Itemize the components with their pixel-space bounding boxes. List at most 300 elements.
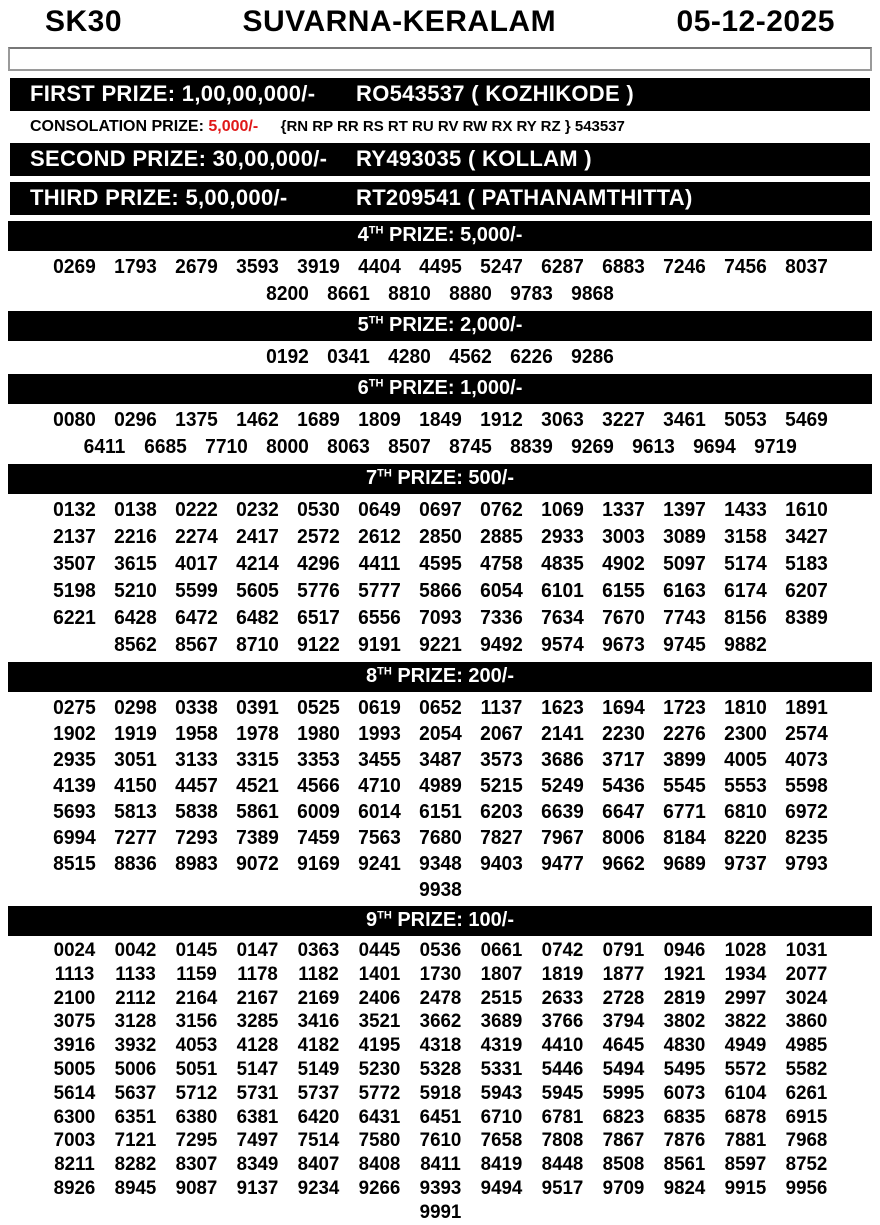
prize-number: 3615 bbox=[113, 553, 157, 575]
prize-number: 5051 bbox=[175, 1057, 217, 1080]
prize-number: 1980 bbox=[296, 723, 340, 745]
prize-number: 6411 bbox=[83, 436, 126, 458]
prize-number: 2141 bbox=[540, 723, 584, 745]
prize-number: 5712 bbox=[175, 1081, 217, 1104]
prize-number: 9719 bbox=[754, 436, 797, 458]
number-row bbox=[0, 254, 880, 281]
prize-tier-6 bbox=[0, 374, 880, 461]
prize-number: 5772 bbox=[358, 1081, 400, 1104]
prize-number: 2112 bbox=[114, 986, 156, 1009]
number-row bbox=[0, 939, 880, 963]
prize-number: 0338 bbox=[174, 697, 218, 719]
prize-number: 2077 bbox=[785, 962, 827, 985]
prize-number: 0222 bbox=[174, 499, 218, 521]
prize-number: 0652 bbox=[418, 697, 462, 719]
prize-number: 7277 bbox=[113, 827, 157, 849]
prize-number: 6207 bbox=[784, 580, 828, 602]
tier-6-numbers bbox=[0, 407, 880, 461]
prize-number: 1113 bbox=[54, 962, 94, 985]
prize-number: 5614 bbox=[53, 1081, 95, 1104]
prize-number: 6685 bbox=[144, 436, 187, 458]
number-row bbox=[0, 773, 880, 799]
prize-number: 0232 bbox=[235, 499, 279, 521]
prize-number: 8745 bbox=[449, 436, 492, 458]
prize-number: 6517 bbox=[296, 607, 340, 629]
prize-number: 9191 bbox=[357, 634, 401, 656]
prize-number: 8597 bbox=[724, 1153, 766, 1176]
prize-number: 5198 bbox=[52, 580, 96, 602]
second-prize-label: SECOND PRIZE: 30,00,000/- bbox=[30, 146, 328, 171]
prize-number: 1919 bbox=[113, 723, 157, 745]
number-row bbox=[0, 963, 880, 987]
prize-number: 5249 bbox=[540, 775, 584, 797]
prize-number: 8567 bbox=[174, 634, 218, 656]
prize-number: 2679 bbox=[174, 256, 218, 278]
prize-number: 9662 bbox=[601, 853, 645, 875]
prize-number: 6351 bbox=[114, 1105, 156, 1128]
prize-number: 1694 bbox=[601, 697, 645, 719]
prize-number: 7389 bbox=[235, 827, 279, 849]
number-row bbox=[0, 1106, 880, 1130]
prize-number: 8515 bbox=[52, 853, 96, 875]
prize-number: 6883 bbox=[601, 256, 645, 278]
prize-number: 1069 bbox=[540, 499, 584, 521]
prize-number: 9574 bbox=[540, 634, 584, 656]
prize-number: 5553 bbox=[723, 775, 767, 797]
prize-number: 0536 bbox=[419, 939, 461, 961]
prize-number: 8349 bbox=[236, 1153, 278, 1176]
number-row bbox=[0, 1153, 880, 1177]
prize-number: 2054 bbox=[418, 723, 462, 745]
prize-number: 5210 bbox=[113, 580, 157, 602]
prize-number: 3003 bbox=[601, 526, 645, 548]
prize-number: 6101 bbox=[540, 580, 584, 602]
prize-number: 5215 bbox=[479, 775, 523, 797]
tier-8-header: 8TH PRIZE: 200/- bbox=[8, 662, 872, 692]
prize-number: 9737 bbox=[723, 853, 767, 875]
prize-number: 8307 bbox=[175, 1153, 217, 1176]
prize-number: 3051 bbox=[113, 749, 157, 771]
prize-number: 9673 bbox=[601, 634, 645, 656]
prize-number: 7336 bbox=[479, 607, 523, 629]
prize-number: 2169 bbox=[297, 986, 339, 1009]
prize-number: 4053 bbox=[175, 1034, 217, 1057]
prize-number: 7121 bbox=[114, 1129, 156, 1152]
prize-number: 1958 bbox=[174, 723, 218, 745]
tier-4-numbers bbox=[0, 254, 880, 308]
prize-number: 2478 bbox=[419, 986, 461, 1009]
prize-number: 2574 bbox=[784, 723, 828, 745]
prize-number: 8156 bbox=[723, 607, 767, 629]
prize-number: 6878 bbox=[724, 1105, 766, 1128]
prize-number: 2406 bbox=[358, 986, 400, 1009]
prize-number: 8810 bbox=[388, 283, 431, 305]
prize-number: 3802 bbox=[663, 1010, 705, 1033]
prize-number: 5995 bbox=[602, 1081, 644, 1104]
number-row bbox=[0, 497, 880, 524]
prize-number: 1433 bbox=[723, 499, 767, 521]
lottery-code: SK30 bbox=[45, 5, 123, 38]
prize-number: 6428 bbox=[113, 607, 157, 629]
prize-number: 1877 bbox=[602, 962, 644, 985]
prize-number: 1137 bbox=[480, 697, 522, 719]
prize-number: 5943 bbox=[480, 1081, 522, 1104]
prize-number: 3686 bbox=[540, 749, 584, 771]
prize-number: 4073 bbox=[784, 749, 828, 771]
number-row bbox=[0, 851, 880, 877]
prize-number: 6381 bbox=[236, 1105, 278, 1128]
prize-number: 8037 bbox=[784, 256, 828, 278]
prize-number: 5737 bbox=[297, 1081, 339, 1104]
prize-number: 5097 bbox=[662, 553, 706, 575]
prize-number: 1723 bbox=[662, 697, 706, 719]
prize-number: 4404 bbox=[357, 256, 401, 278]
prize-number: 7968 bbox=[785, 1129, 827, 1152]
number-row bbox=[0, 1034, 880, 1058]
number-row bbox=[0, 825, 880, 851]
prize-number: 4280 bbox=[388, 346, 431, 368]
prize-number: 6009 bbox=[296, 801, 340, 823]
prize-number: 0138 bbox=[113, 499, 157, 521]
prize-number: 3899 bbox=[662, 749, 706, 771]
prize-number: 0341 bbox=[327, 346, 370, 368]
number-row bbox=[0, 281, 880, 308]
prize-number: 2274 bbox=[174, 526, 218, 548]
prize-number: 9234 bbox=[297, 1176, 339, 1199]
prize-number: 1182 bbox=[297, 962, 339, 985]
prize-number: 9266 bbox=[358, 1176, 400, 1199]
prize-number: 7658 bbox=[480, 1129, 522, 1152]
prize-number: 8006 bbox=[601, 827, 645, 849]
prize-number: 2933 bbox=[540, 526, 584, 548]
prize-number: 6482 bbox=[235, 607, 279, 629]
prize-number: 6771 bbox=[662, 801, 706, 823]
prize-number: 7497 bbox=[236, 1129, 278, 1152]
page-title: SUVARNA-KERALAM bbox=[242, 5, 557, 38]
number-row bbox=[0, 407, 880, 434]
prize-number: 4949 bbox=[724, 1034, 766, 1057]
prize-number: 6647 bbox=[601, 801, 645, 823]
prize-number: 5777 bbox=[357, 580, 401, 602]
tier-5-numbers bbox=[0, 344, 880, 371]
prize-number: 2728 bbox=[602, 986, 644, 1009]
prize-number: 2230 bbox=[601, 723, 645, 745]
prize-number: 2885 bbox=[479, 526, 523, 548]
prize-number: 0661 bbox=[480, 939, 522, 961]
prize-number: 3133 bbox=[174, 749, 218, 771]
prize-number: 2067 bbox=[479, 723, 523, 745]
prize-number: 1891 bbox=[784, 697, 828, 719]
prize-number: 7827 bbox=[479, 827, 523, 849]
prize-number: 5776 bbox=[296, 580, 340, 602]
prize-number: 3461 bbox=[662, 409, 706, 431]
prize-number: 1978 bbox=[235, 723, 279, 745]
prize-number: 4495 bbox=[418, 256, 462, 278]
prize-number: 5494 bbox=[602, 1057, 644, 1080]
prize-number: 3794 bbox=[602, 1010, 644, 1033]
prize-number: 1028 bbox=[724, 939, 766, 961]
prize-number: 8710 bbox=[235, 634, 279, 656]
prize-number: 1178 bbox=[236, 962, 278, 985]
prize-number: 9694 bbox=[693, 436, 736, 458]
prize-number: 3353 bbox=[296, 749, 340, 771]
prize-number: 9169 bbox=[296, 853, 340, 875]
prize-number: 0132 bbox=[52, 499, 96, 521]
number-row bbox=[0, 632, 880, 659]
prize-number: 8063 bbox=[327, 436, 370, 458]
prize-number: 5247 bbox=[479, 256, 523, 278]
prize-number: 4985 bbox=[785, 1034, 827, 1057]
third-prize-winner: RT209541 ( PATHANAMTHITTA) bbox=[356, 185, 693, 210]
prize-number: 2612 bbox=[357, 526, 401, 548]
prize-number: 2100 bbox=[53, 986, 95, 1009]
first-prize-bar bbox=[10, 78, 870, 111]
tier-4-header: 4TH PRIZE: 5,000/- bbox=[8, 221, 872, 251]
consolation-series: {RN RP RR RS RT RU RV RW RX RY RZ } 543537 bbox=[280, 118, 625, 135]
prize-number: 3285 bbox=[236, 1010, 278, 1033]
prize-number: 9477 bbox=[540, 853, 584, 875]
prize-number: 4645 bbox=[602, 1034, 644, 1057]
prize-number: 7808 bbox=[541, 1129, 583, 1152]
prize-number: 9492 bbox=[479, 634, 523, 656]
prize-number: 3689 bbox=[480, 1010, 522, 1033]
prize-number: 7610 bbox=[419, 1129, 461, 1152]
prize-number: 9868 bbox=[571, 283, 614, 305]
consolation-line bbox=[10, 117, 870, 137]
prize-number: 7580 bbox=[358, 1129, 400, 1152]
prize-number: 2819 bbox=[663, 986, 705, 1009]
prize-number: 3593 bbox=[235, 256, 279, 278]
prize-number: 4835 bbox=[540, 553, 584, 575]
prize-number: 1819 bbox=[541, 962, 583, 985]
prize-number: 4150 bbox=[113, 775, 157, 797]
prize-number: 6054 bbox=[479, 580, 523, 602]
prize-number: 4521 bbox=[235, 775, 279, 797]
prize-number: 3766 bbox=[541, 1010, 583, 1033]
prize-number: 1689 bbox=[296, 409, 340, 431]
prize-number: 2417 bbox=[235, 526, 279, 548]
prize-number: 5147 bbox=[236, 1057, 278, 1080]
prize-number: 1375 bbox=[174, 409, 218, 431]
prize-number: 5436 bbox=[601, 775, 645, 797]
prize-number: 4411 bbox=[358, 553, 400, 575]
prize-number: 7867 bbox=[602, 1129, 644, 1152]
prize-number: 4195 bbox=[358, 1034, 400, 1057]
prize-number: 8508 bbox=[602, 1153, 644, 1176]
number-row bbox=[0, 695, 880, 721]
header bbox=[0, 0, 880, 43]
prize-number: 0275 bbox=[52, 697, 96, 719]
prize-number: 2515 bbox=[480, 986, 522, 1009]
prize-number: 7456 bbox=[723, 256, 767, 278]
prize-number: 5005 bbox=[53, 1057, 95, 1080]
prize-number: 0147 bbox=[236, 939, 278, 961]
prize-number: 9745 bbox=[662, 634, 706, 656]
prize-number: 6073 bbox=[663, 1081, 705, 1104]
third-prize-bar bbox=[10, 182, 870, 215]
prize-number: 0391 bbox=[235, 697, 279, 719]
prize-number: 0742 bbox=[541, 939, 583, 961]
prize-number: 1807 bbox=[480, 962, 522, 985]
number-row bbox=[0, 551, 880, 578]
prize-number: 5331 bbox=[480, 1057, 522, 1080]
prize-number: 0296 bbox=[113, 409, 157, 431]
prize-number: 9938 bbox=[418, 879, 462, 901]
prize-number: 6639 bbox=[540, 801, 584, 823]
prize-number: 9087 bbox=[175, 1176, 217, 1199]
prize-number: 6823 bbox=[602, 1105, 644, 1128]
prize-number: 3416 bbox=[297, 1010, 339, 1033]
number-row bbox=[0, 524, 880, 551]
prize-number: 3822 bbox=[724, 1010, 766, 1033]
prize-number: 9072 bbox=[235, 853, 279, 875]
prize-number: 4566 bbox=[296, 775, 340, 797]
prize-number: 6431 bbox=[358, 1105, 400, 1128]
prize-number: 6221 bbox=[52, 607, 96, 629]
prize-number: 8419 bbox=[480, 1153, 522, 1176]
tier-9-numbers bbox=[0, 939, 880, 1225]
prize-number: 2850 bbox=[418, 526, 462, 548]
prize-number: 9915 bbox=[724, 1176, 766, 1199]
prize-number: 6994 bbox=[52, 827, 96, 849]
tier-8-numbers bbox=[0, 695, 880, 903]
prize-tier-9 bbox=[0, 906, 880, 1225]
prize-number: 9403 bbox=[479, 853, 523, 875]
prize-number: 8407 bbox=[297, 1153, 339, 1176]
prize-number: 3573 bbox=[479, 749, 523, 771]
prize-number: 0697 bbox=[418, 499, 462, 521]
prize-tier-4 bbox=[0, 221, 880, 308]
prize-number: 6380 bbox=[175, 1105, 217, 1128]
prize-number: 8752 bbox=[785, 1153, 827, 1176]
prize-number: 1133 bbox=[114, 962, 156, 985]
prize-number: 3860 bbox=[785, 1010, 827, 1033]
prize-number: 5598 bbox=[784, 775, 828, 797]
prize-number: 0269 bbox=[52, 256, 96, 278]
prize-number: 5545 bbox=[662, 775, 706, 797]
prize-number: 2300 bbox=[723, 723, 767, 745]
prize-number: 0042 bbox=[114, 939, 156, 961]
prize-number: 5149 bbox=[297, 1057, 339, 1080]
prize-number: 1337 bbox=[601, 499, 645, 521]
prize-number: 0145 bbox=[175, 939, 217, 961]
prize-number: 5693 bbox=[52, 801, 96, 823]
prize-number: 8411 bbox=[419, 1153, 461, 1176]
prize-number: 9494 bbox=[480, 1176, 522, 1199]
prize-number: 6174 bbox=[723, 580, 767, 602]
number-row bbox=[0, 799, 880, 825]
prize-number: 9241 bbox=[357, 853, 401, 875]
prize-tier-5 bbox=[0, 311, 880, 371]
draw-date: 05-12-2025 bbox=[676, 5, 835, 38]
prize-number: 0649 bbox=[357, 499, 401, 521]
prize-number: 4989 bbox=[418, 775, 462, 797]
prize-number: 5605 bbox=[235, 580, 279, 602]
prize-number: 1993 bbox=[357, 723, 401, 745]
prize-number: 5053 bbox=[723, 409, 767, 431]
prize-number: 2216 bbox=[113, 526, 157, 548]
prize-number: 9221 bbox=[418, 634, 462, 656]
prize-number: 7295 bbox=[175, 1129, 217, 1152]
prize-number: 7246 bbox=[662, 256, 706, 278]
prize-number: 3063 bbox=[540, 409, 584, 431]
prize-number: 5861 bbox=[235, 801, 279, 823]
prize-number: 4410 bbox=[541, 1034, 583, 1057]
prize-number: 6203 bbox=[479, 801, 523, 823]
prize-number: 8448 bbox=[541, 1153, 583, 1176]
prize-number: 8184 bbox=[662, 827, 706, 849]
prize-number: 3919 bbox=[296, 256, 340, 278]
prize-number: 1401 bbox=[358, 962, 400, 985]
prize-number: 6226 bbox=[510, 346, 553, 368]
number-row bbox=[0, 605, 880, 632]
prize-number: 9613 bbox=[632, 436, 675, 458]
number-row bbox=[0, 747, 880, 773]
prize-number: 8562 bbox=[113, 634, 157, 656]
prize-number: 9783 bbox=[510, 283, 553, 305]
prize-number: 3427 bbox=[784, 526, 828, 548]
tier-5-header: 5TH PRIZE: 2,000/- bbox=[8, 311, 872, 341]
prize-number: 1902 bbox=[52, 723, 96, 745]
prize-number: 6781 bbox=[541, 1105, 583, 1128]
prize-number: 1921 bbox=[663, 962, 705, 985]
prize-number: 3717 bbox=[601, 749, 645, 771]
tier-6-header: 6TH PRIZE: 1,000/- bbox=[8, 374, 872, 404]
prize-number: 5813 bbox=[113, 801, 157, 823]
prize-number: 9793 bbox=[784, 853, 828, 875]
prize-number: 9689 bbox=[662, 853, 706, 875]
prize-number: 3507 bbox=[52, 553, 96, 575]
prize-number: 6710 bbox=[480, 1105, 522, 1128]
prize-number: 7293 bbox=[174, 827, 218, 849]
prize-number: 1623 bbox=[540, 697, 584, 719]
prize-number: 8945 bbox=[114, 1176, 156, 1199]
prize-number: 1809 bbox=[357, 409, 401, 431]
prize-number: 3075 bbox=[53, 1010, 95, 1033]
prize-number: 9286 bbox=[571, 346, 614, 368]
prize-number: 8211 bbox=[53, 1153, 95, 1176]
prize-number: 8661 bbox=[327, 283, 370, 305]
prize-number: 7514 bbox=[297, 1129, 339, 1152]
prize-number: 8282 bbox=[114, 1153, 156, 1176]
prize-number: 6300 bbox=[53, 1105, 95, 1128]
prize-number: 9269 bbox=[571, 436, 614, 458]
prize-number: 4710 bbox=[357, 775, 401, 797]
prize-number: 8220 bbox=[723, 827, 767, 849]
prize-number: 6472 bbox=[174, 607, 218, 629]
prize-number: 3521 bbox=[358, 1010, 400, 1033]
prize-number: 6420 bbox=[297, 1105, 339, 1128]
prize-number: 5469 bbox=[784, 409, 828, 431]
prize-number: 9517 bbox=[541, 1176, 583, 1199]
prize-number: 5446 bbox=[541, 1057, 583, 1080]
prize-number: 4139 bbox=[52, 775, 96, 797]
prize-number: 4296 bbox=[296, 553, 340, 575]
prize-number: 0530 bbox=[296, 499, 340, 521]
prize-number: 2276 bbox=[662, 723, 706, 745]
prize-number: 4758 bbox=[479, 553, 523, 575]
prize-number: 3315 bbox=[235, 749, 279, 771]
prize-number: 3089 bbox=[662, 526, 706, 548]
tier-7-header: 7TH PRIZE: 500/- bbox=[8, 464, 872, 494]
prize-number: 7459 bbox=[296, 827, 340, 849]
prize-number: 4182 bbox=[297, 1034, 339, 1057]
prize-number: 3158 bbox=[723, 526, 767, 548]
prize-number: 5572 bbox=[724, 1057, 766, 1080]
prize-number: 5230 bbox=[358, 1057, 400, 1080]
prize-number: 2935 bbox=[52, 749, 96, 771]
prize-tier-8 bbox=[0, 662, 880, 903]
